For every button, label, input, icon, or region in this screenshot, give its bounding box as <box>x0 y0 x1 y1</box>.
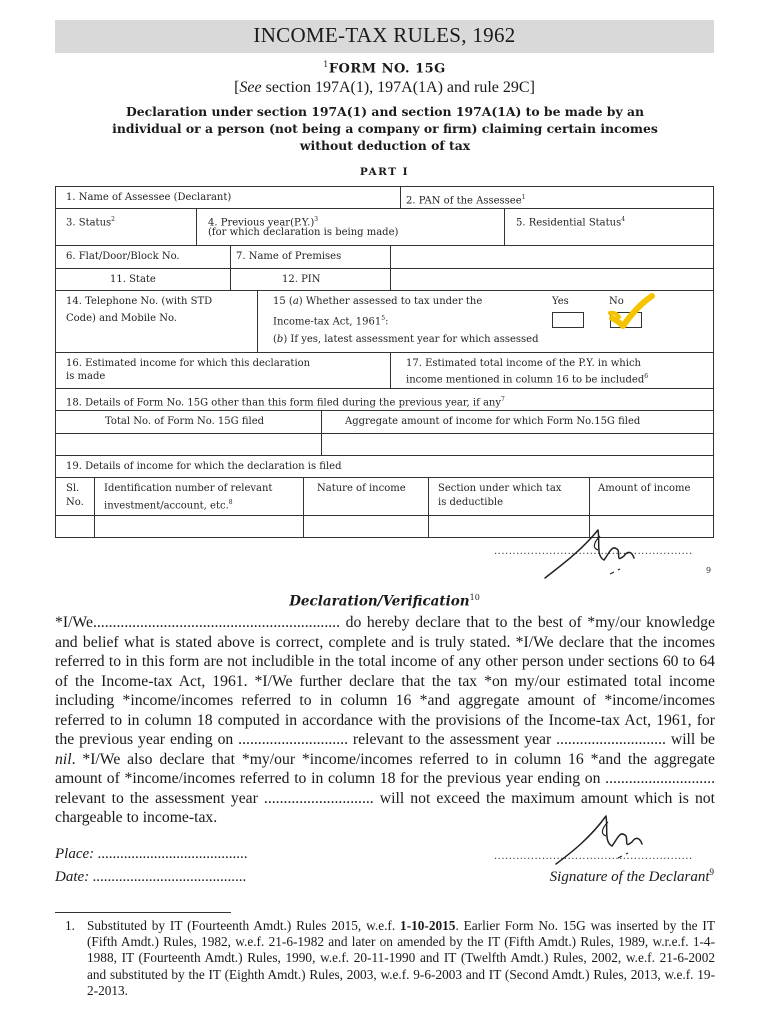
field-status-label: 3. Status <box>66 217 112 229</box>
field-estimated-income-line2: is made <box>66 371 106 382</box>
page-title: INCOME-TAX RULES, 1962 <box>253 23 516 47</box>
col-section-deductible: Section under which tax <box>438 483 562 494</box>
footnote-text-pre: Substituted by IT (Fourteenth Amdt.) Rules 2015, w.e.f. <box>87 918 401 933</box>
see-section-text: section 197A(1), 197A(1A) and rule 29C] <box>261 79 535 96</box>
field-assessed-question-line2 <box>273 312 388 328</box>
col-divider <box>428 477 429 538</box>
declaration-nil: nil <box>55 750 72 768</box>
field-previous-year-ref: 3 <box>314 216 319 223</box>
field-details-of-income: 19. Details of income for which the declaration is filed <box>66 461 342 472</box>
row-divider <box>55 477 714 478</box>
q15a2-ref: 5 <box>381 315 386 322</box>
signature-image-top <box>540 522 640 584</box>
field-pan-ref: 1 <box>521 194 526 201</box>
col-divider <box>196 208 197 245</box>
row-divider <box>55 290 714 291</box>
row-divider <box>55 515 714 516</box>
declaration-title-ref: 10 <box>469 593 480 602</box>
row-divider <box>55 455 714 456</box>
row-divider <box>55 433 714 434</box>
field-latest-assessment-year <box>273 333 538 346</box>
declaration-body-part1: *I/We............................................................... do hereby declare that to the best of *my/our knowledge and belief what is stated above is correct, complete and is truly stated. *I/We declare that the incomes referred to in this form are not includible in the total income of any other person under sections 60 to 64 of the Income-tax Act, 1961. *I/We further declare that the tax *on my/our estimated total income including *income/incomes referred to in column 16 *and aggregate amount of *income/incomes referred to in column 18 computed in accordance with the provisions of the Income-tax Act, 1961, for the previous year ending on ............................ relevant to the assessment year ............................ will be <box>55 614 715 748</box>
field-estimated-income: 16. Estimated income for which this declaration <box>66 358 311 369</box>
signature-label-ref: 9 <box>709 867 714 877</box>
col-divider <box>94 477 95 538</box>
q15b-letter: b <box>276 334 284 345</box>
field-residential-status <box>516 213 625 229</box>
col-sl-no: Sl. <box>66 483 80 494</box>
footnote-number: 1. <box>65 918 75 933</box>
form-number-footnote-ref: 1 <box>323 60 329 69</box>
row-divider <box>55 388 714 389</box>
col-identification-number: Identification number of relevant <box>104 483 273 494</box>
field-previous-year-note: (for which declaration is being made) <box>208 227 399 238</box>
col-divider <box>230 245 231 290</box>
signature-line-top: ...................................................... <box>494 546 693 557</box>
col-nature-of-income: Nature of income <box>317 483 406 494</box>
field-telephone: 14. Telephone No. (with STD <box>66 296 213 307</box>
form-number <box>55 60 714 76</box>
declaration-title-text: Declaration/Verification <box>289 593 470 610</box>
yes-label: Yes <box>552 296 569 307</box>
col-divider <box>400 186 401 208</box>
field-17-ref: 6 <box>644 373 649 380</box>
q15a-letter: a <box>292 296 299 307</box>
field-residential-status-ref: 4 <box>621 216 626 223</box>
col-divider <box>390 352 391 388</box>
signature-line-bottom: ...................................................... <box>494 851 693 862</box>
field-residential-status-label: 5. Residential Status <box>516 217 622 229</box>
declaration-body <box>55 613 715 828</box>
col-sl-no-line2: No. <box>66 497 84 508</box>
field-name-of-assessee: 1. Name of Assessee (Declarant) <box>66 192 232 203</box>
field-name-of-premises: 7. Name of Premises <box>236 251 342 262</box>
signature-label-text: Signature of the Declarant <box>549 869 710 885</box>
q15a2-colon: : <box>385 316 389 328</box>
footnote-date: 1-10-2015 <box>400 918 456 933</box>
footnote-1 <box>65 918 715 999</box>
q15a-post: ) Whether assessed to tax under the <box>298 296 483 307</box>
col-divider <box>303 477 304 538</box>
col-identification-number-line2 <box>104 496 233 512</box>
field-pan <box>406 191 525 207</box>
field-assessed-question <box>273 295 482 308</box>
signature-image-bottom <box>552 810 652 870</box>
field-previous-year-label: 4. Previous year(P.Y.) <box>208 217 315 229</box>
q15a-pre: 15 ( <box>273 296 293 307</box>
yes-checkbox[interactable] <box>552 312 584 328</box>
see-word: See <box>239 79 262 96</box>
q15b-pre: ( <box>273 334 277 345</box>
see-section-line <box>55 79 714 97</box>
q15b-post: ) If yes, latest assessment year for which assessed <box>283 334 539 345</box>
footnote-rule <box>55 912 231 913</box>
field-telephone-line2: Code) and Mobile No. <box>66 313 177 324</box>
date-field: Date: ......................................... <box>55 869 247 885</box>
col-divider <box>504 208 505 245</box>
col-aggregate-amount: Aggregate amount of income for which Form No.15G filed <box>345 416 641 427</box>
checkmark-icon <box>608 292 658 332</box>
see-open-bracket: [ <box>234 79 240 96</box>
field-estimated-total-income: 17. Estimated total income of the P.Y. in which <box>406 358 641 369</box>
place-field: Place: ........................................ <box>55 846 248 862</box>
col-total-forms: Total No. of Form No. 15G filed <box>105 416 265 427</box>
signature-label <box>500 867 714 886</box>
row-divider <box>55 268 714 269</box>
field-state: 11. State <box>110 274 156 285</box>
q15a2-text: Income-tax Act, 1961 <box>273 316 382 328</box>
footnote-text-post: . Earlier Form No. 15G was inserted by the IT (Fifth Amdt.) Rules, 1982, w.e.f. 21-6-1982 and later on amended by the IT (Fifth Amdt.) Rules, 1989, w.r.e.f. 1-4-1988, IT (Fourteenth Amdt.) Rules, 1990, w.e.f. 20-11-1990 and IT (Twelfth Amdt.) Rules, 2002, w.e.f. 21-6-2002 and substituted by the IT (Eighth Amdt.) Rules, 2003, w.e.f. 9-6-2003 and IT (Second Amdt.) Rules, 2013, w.e.f. 19-2-2013. <box>87 918 715 998</box>
row-divider <box>55 410 714 411</box>
row-divider <box>55 208 714 209</box>
declaration-body-part2: . *I/We also declare that *my/our *income/incomes referred to in column 16 *and the aggregate amount of *income/incomes referred to in column 18 for the previous year ending on ............................ relevant to the assessment year ............................ will not exceed the maximum amount which is not chargeable to income-tax. <box>55 750 715 826</box>
col-divider <box>257 290 258 352</box>
field-status <box>66 213 115 229</box>
form-number-text: FORM NO. 15G <box>328 61 446 77</box>
footnote-text <box>65 918 715 999</box>
field-flat-door: 6. Flat/Door/Block No. <box>66 251 180 262</box>
field-details-form-15g <box>66 393 505 409</box>
field-pan-label: 2. PAN of the Assessee <box>406 195 522 207</box>
col-amount-of-income: Amount of income <box>598 483 691 494</box>
row-divider <box>55 245 714 246</box>
col-divider <box>390 245 391 290</box>
no-label: No <box>609 296 624 307</box>
declaration-heading: Declaration under section 197A(1) and section 197A(1A) to be made by an individual or a person (not being a company or firm) claiming certain incomes without deduction of tax <box>112 104 658 153</box>
field-18-text: 18. Details of Form No. 15G other than this form filed during the previous year, if any <box>66 397 502 409</box>
field-18-ref: 7 <box>501 396 505 403</box>
declaration-title <box>55 593 714 610</box>
row-divider <box>55 352 714 353</box>
field-17b-text: income mentioned in column 16 to be included <box>406 374 645 386</box>
field-pin: 12. PIN <box>282 274 321 285</box>
col-id-line2-text: investment/account, etc. <box>104 500 229 512</box>
field-status-ref: 2 <box>111 216 115 223</box>
col-divider <box>321 410 322 455</box>
col-id-ref: 8 <box>228 499 233 506</box>
col-section-deductible-line2: is deductible <box>438 497 504 508</box>
field-estimated-total-income-line2 <box>406 370 648 386</box>
part-label: PART I <box>359 166 410 178</box>
signature-footnote-ref: 9 <box>706 566 712 575</box>
